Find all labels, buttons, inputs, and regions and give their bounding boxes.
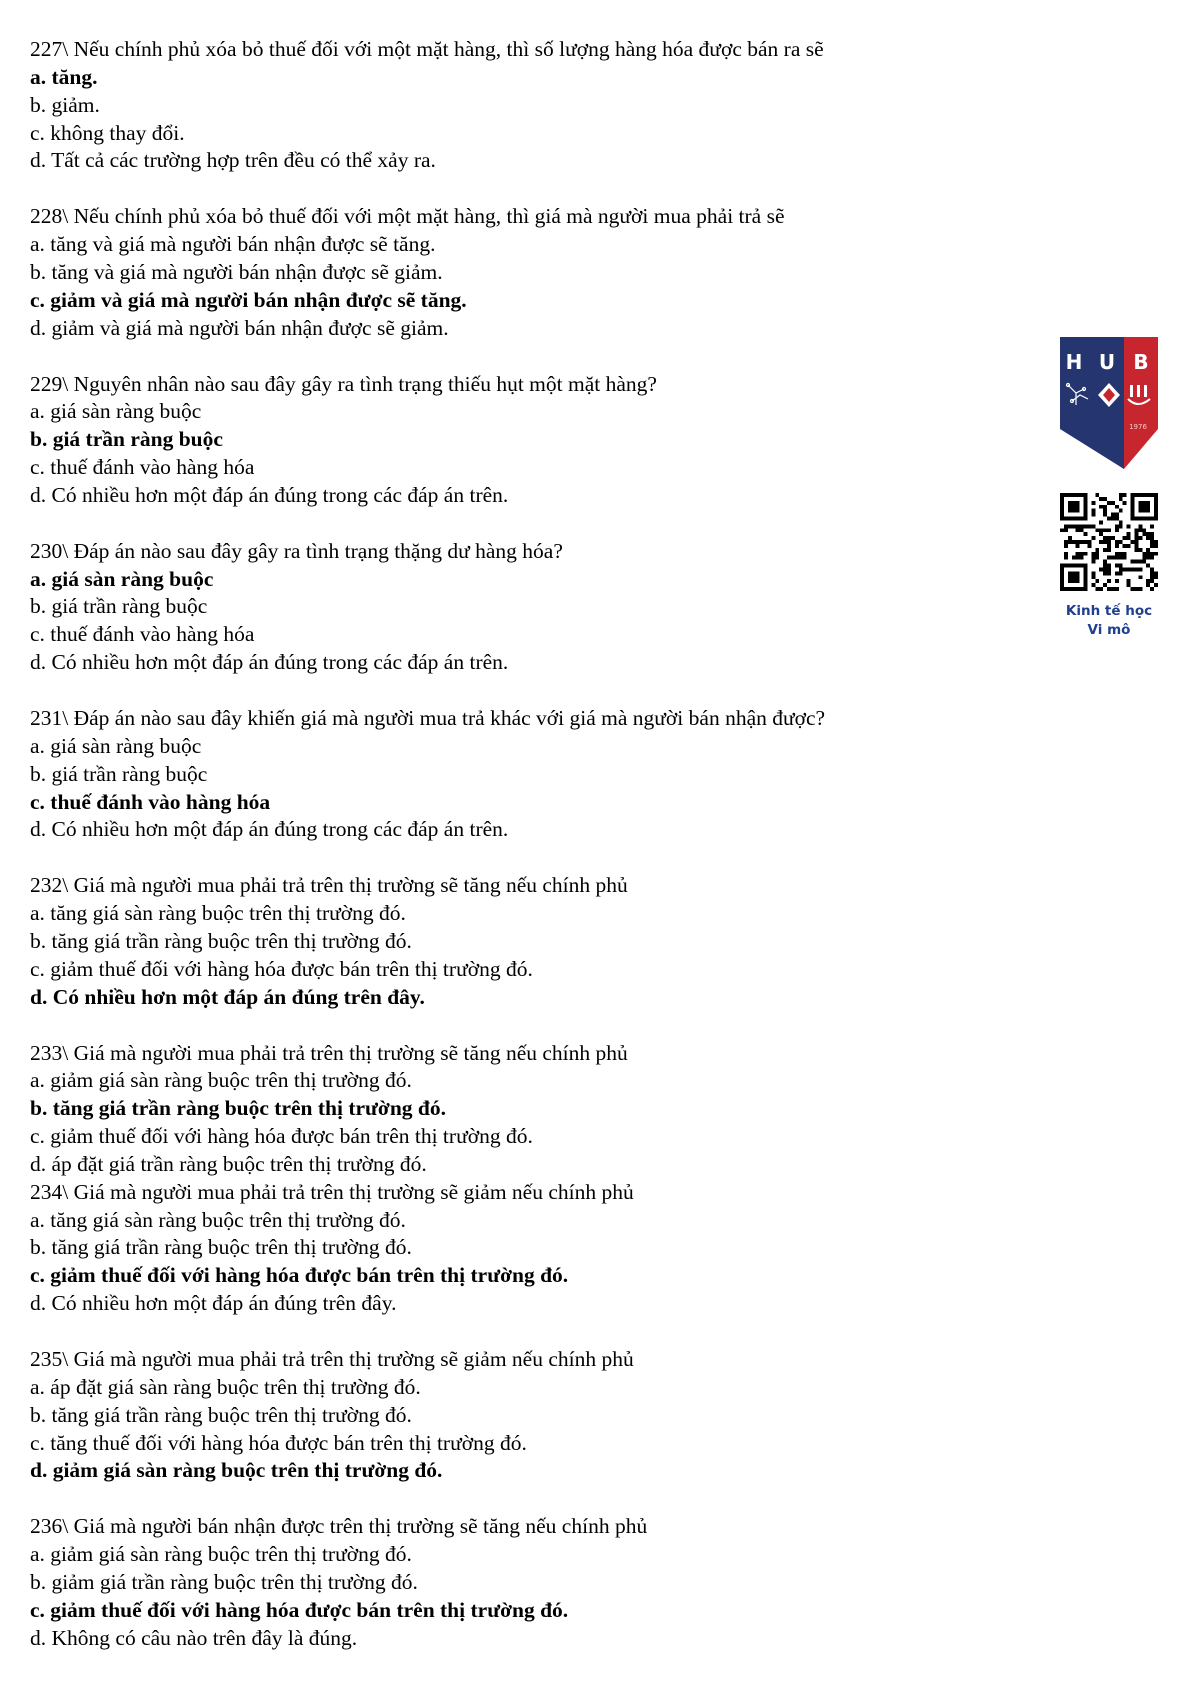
answer-option: d. áp đặt giá trần ràng buộc trên thị trường đó.: [30, 1151, 427, 1176]
question-stem: 227\ Nếu chính phủ xóa bỏ thuế đối với một mặt hàng, thì số lượng hàng hóa được bán ra sẽ: [30, 37, 824, 61]
answer-option: d. Có nhiều hơn một đáp án đúng trong các đáp án trên.: [30, 650, 509, 675]
question-stem: 236\ Giá mà người bán nhận được trên thị trường sẽ tăng nếu chính phủ: [30, 1514, 648, 1539]
question-stem: 230\ Đáp án nào sau đây gây ra tình trạng thặng dư hàng hóa?: [30, 538, 563, 563]
answer-option: a. tăng giá sàn ràng buộc trên thị trường đó.: [30, 1207, 406, 1232]
answer-option: d. Có nhiều hơn một đáp án đúng trong các đáp án trên.: [30, 817, 509, 842]
answer-option: a. tăng giá sàn ràng buộc trên thị trường đó.: [30, 901, 406, 926]
logo-letter-b: B: [1133, 350, 1149, 374]
answer-option-correct: d. giảm giá sàn ràng buộc trên thị trường đó.: [30, 1458, 443, 1483]
answer-option-correct: c. giảm thuế đối với hàng hóa được bán trên thị trường đó.: [30, 1597, 569, 1622]
qr-code: [1060, 493, 1158, 591]
answer-option-correct: a. giá sàn ràng buộc: [30, 566, 214, 591]
subject-label-line1: Kinh tế học: [1065, 603, 1153, 619]
logo-year: 1976: [1129, 423, 1147, 431]
answer-option: d. Có nhiều hơn một đáp án đúng trên đây.: [30, 1291, 397, 1316]
logo-letter-h: H: [1065, 350, 1083, 374]
answer-option: b. tăng giá trần ràng buộc trên thị trường đó.: [30, 928, 412, 953]
answer-option: d. Có nhiều hơn một đáp án đúng trong các đáp án trên.: [30, 482, 509, 507]
answer-option-correct: c. giảm thuế đối với hàng hóa được bán trên thị trường đó.: [30, 1263, 569, 1288]
answer-option: a. áp đặt giá sàn ràng buộc trên thị trường đó.: [30, 1374, 421, 1399]
question-stem: 234\ Giá mà người mua phải trả trên thị trường sẽ giảm nếu chính phủ: [30, 1179, 634, 1204]
answer-option: b. giá trần ràng buộc: [30, 761, 208, 786]
answer-option: d. Không có câu nào trên đây là đúng.: [30, 1625, 358, 1650]
answer-option: c. giảm thuế đối với hàng hóa được bán trên thị trường đó.: [30, 1124, 533, 1149]
answer-option: a. giá sàn ràng buộc: [30, 399, 202, 424]
question-stem: 228\ Nếu chính phủ xóa bỏ thuế đối với một mặt hàng, thì giá mà người mua phải trả sẽ: [30, 204, 785, 229]
answer-option-correct: c. thuế đánh vào hàng hóa: [30, 789, 271, 814]
answer-option: a. giá sàn ràng buộc: [30, 733, 202, 758]
answer-option: b. giá trần ràng buộc: [30, 594, 208, 619]
answer-option: b. giảm giá trần ràng buộc trên thị trường đó.: [30, 1569, 418, 1594]
logo-letter-u: U: [1098, 350, 1116, 374]
question-stem: 231\ Đáp án nào sau đây khiến giá mà người mua trả khác với giá mà người bán nhận được?: [30, 706, 826, 730]
answer-option: c. không thay đổi.: [30, 120, 185, 145]
answer-option: b. giảm.: [30, 92, 100, 117]
answer-option: d. Tất cả các trường hợp trên đều có thể xảy ra.: [30, 148, 436, 173]
hub-logo: [1060, 337, 1158, 483]
answer-option: a. giảm giá sàn ràng buộc trên thị trường đó.: [30, 1542, 412, 1567]
answer-option-correct: c. giảm và giá mà người bán nhận được sẽ tăng.: [30, 287, 467, 312]
question-stem: 229\ Nguyên nhân nào sau đây gây ra tình trạng thiếu hụt một mặt hàng?: [30, 371, 657, 396]
question-stem: 232\ Giá mà người mua phải trả trên thị trường sẽ tăng nếu chính phủ: [30, 873, 628, 898]
answer-option-correct: b. giá trần ràng buộc: [30, 427, 223, 452]
answer-option-correct: a. tăng.: [30, 64, 98, 89]
answer-option: a. giảm giá sàn ràng buộc trên thị trường đó.: [30, 1068, 412, 1093]
answer-option: b. tăng giá trần ràng buộc trên thị trường đó.: [30, 1235, 412, 1260]
subject-label-line2: Vi mô: [1087, 622, 1131, 638]
answer-option-correct: d. Có nhiều hơn một đáp án đúng trên đây.: [30, 984, 425, 1009]
answer-option: b. tăng và giá mà người bán nhận được sẽ giảm.: [30, 259, 443, 284]
answer-option: d. giảm và giá mà người bán nhận được sẽ giảm.: [30, 315, 449, 340]
answer-option: c. thuế đánh vào hàng hóa: [30, 622, 255, 647]
answer-option-correct: b. tăng giá trần ràng buộc trên thị trường đó.: [30, 1096, 447, 1121]
question-stem: 235\ Giá mà người mua phải trả trên thị trường sẽ giảm nếu chính phủ: [30, 1347, 634, 1371]
question-stem: 233\ Giá mà người mua phải trả trên thị trường sẽ tăng nếu chính phủ: [30, 1040, 628, 1065]
answer-option: c. tăng thuế đối với hàng hóa được bán trên thị trường đó.: [30, 1430, 527, 1455]
answer-option: b. tăng giá trần ràng buộc trên thị trường đó.: [30, 1402, 412, 1427]
answer-option: c. giảm thuế đối với hàng hóa được bán trên thị trường đó.: [30, 956, 533, 981]
answer-option: c. thuế đánh vào hàng hóa: [30, 455, 255, 480]
answer-option: a. tăng và giá mà người bán nhận được sẽ tăng.: [30, 232, 436, 257]
